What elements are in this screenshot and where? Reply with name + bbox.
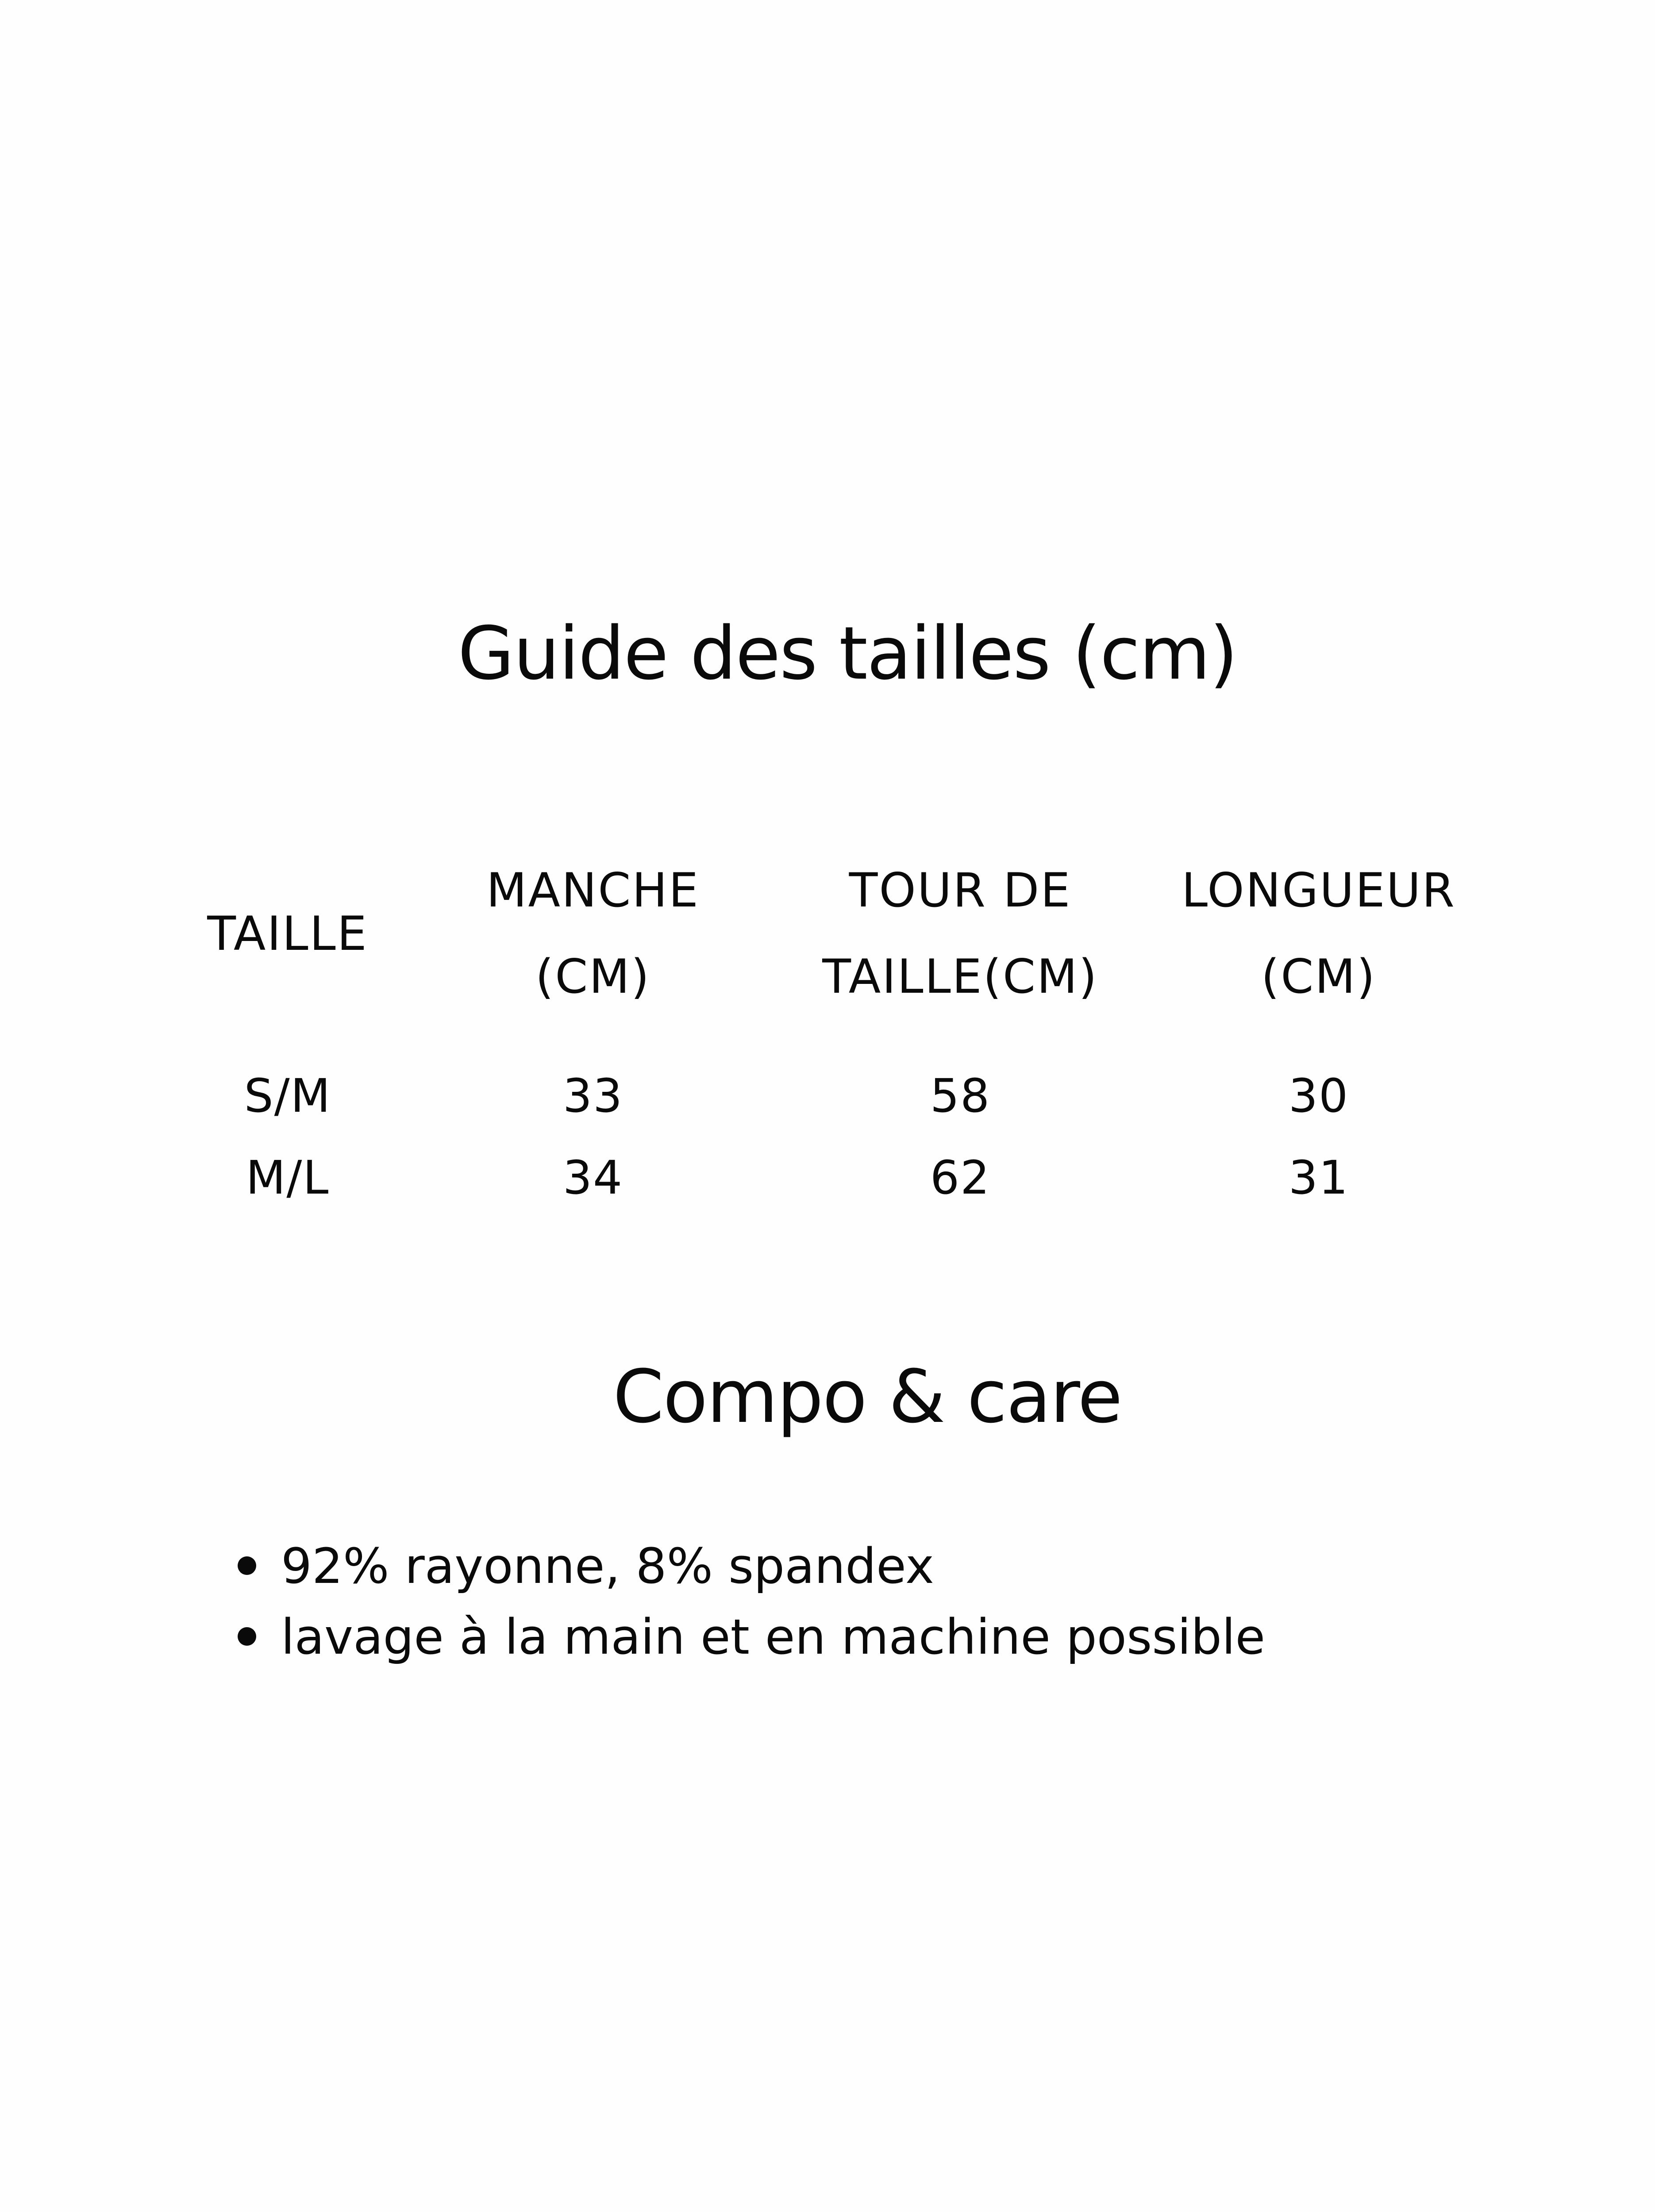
size-table bbox=[142, 863, 1478, 1221]
column-header-tour-de: TOUR DE bbox=[849, 863, 1072, 918]
care-item-text: 92% rayonne, 8% spandex bbox=[281, 1538, 934, 1594]
table-cell-longueur: 30 bbox=[1288, 1069, 1349, 1123]
bullet-icon bbox=[238, 1556, 256, 1575]
table-cell-tour-de-taille: 62 bbox=[930, 1151, 991, 1205]
care-list bbox=[232, 1531, 1560, 1672]
bullet-icon bbox=[238, 1627, 256, 1646]
care-item-text: lavage à la main et en machine possible bbox=[281, 1609, 1266, 1665]
column-header-longueur-unit: (CM) bbox=[1261, 949, 1377, 1004]
column-header-manche-unit: (CM) bbox=[535, 949, 651, 1004]
table-cell-manche: 33 bbox=[562, 1069, 624, 1123]
table-cell-size: S/M bbox=[244, 1069, 331, 1123]
list-item bbox=[232, 1531, 1560, 1601]
table-cell-manche: 34 bbox=[562, 1151, 624, 1205]
column-header-longueur: LONGUEUR bbox=[1182, 863, 1456, 918]
table-cell-longueur: 31 bbox=[1288, 1151, 1349, 1205]
column-header-manche: MANCHE bbox=[486, 863, 700, 918]
list-item bbox=[232, 1601, 1560, 1672]
table-cell-size: M/L bbox=[246, 1151, 330, 1205]
compo-care-title: Compo & care bbox=[613, 1354, 1122, 1439]
size-guide-title: Guide des tailles (cm) bbox=[458, 611, 1237, 696]
column-header-taille-unit: TAILLE(CM) bbox=[822, 949, 1098, 1004]
column-header-taille: TAILLE bbox=[207, 906, 368, 961]
table-cell-tour-de-taille: 58 bbox=[930, 1069, 991, 1123]
